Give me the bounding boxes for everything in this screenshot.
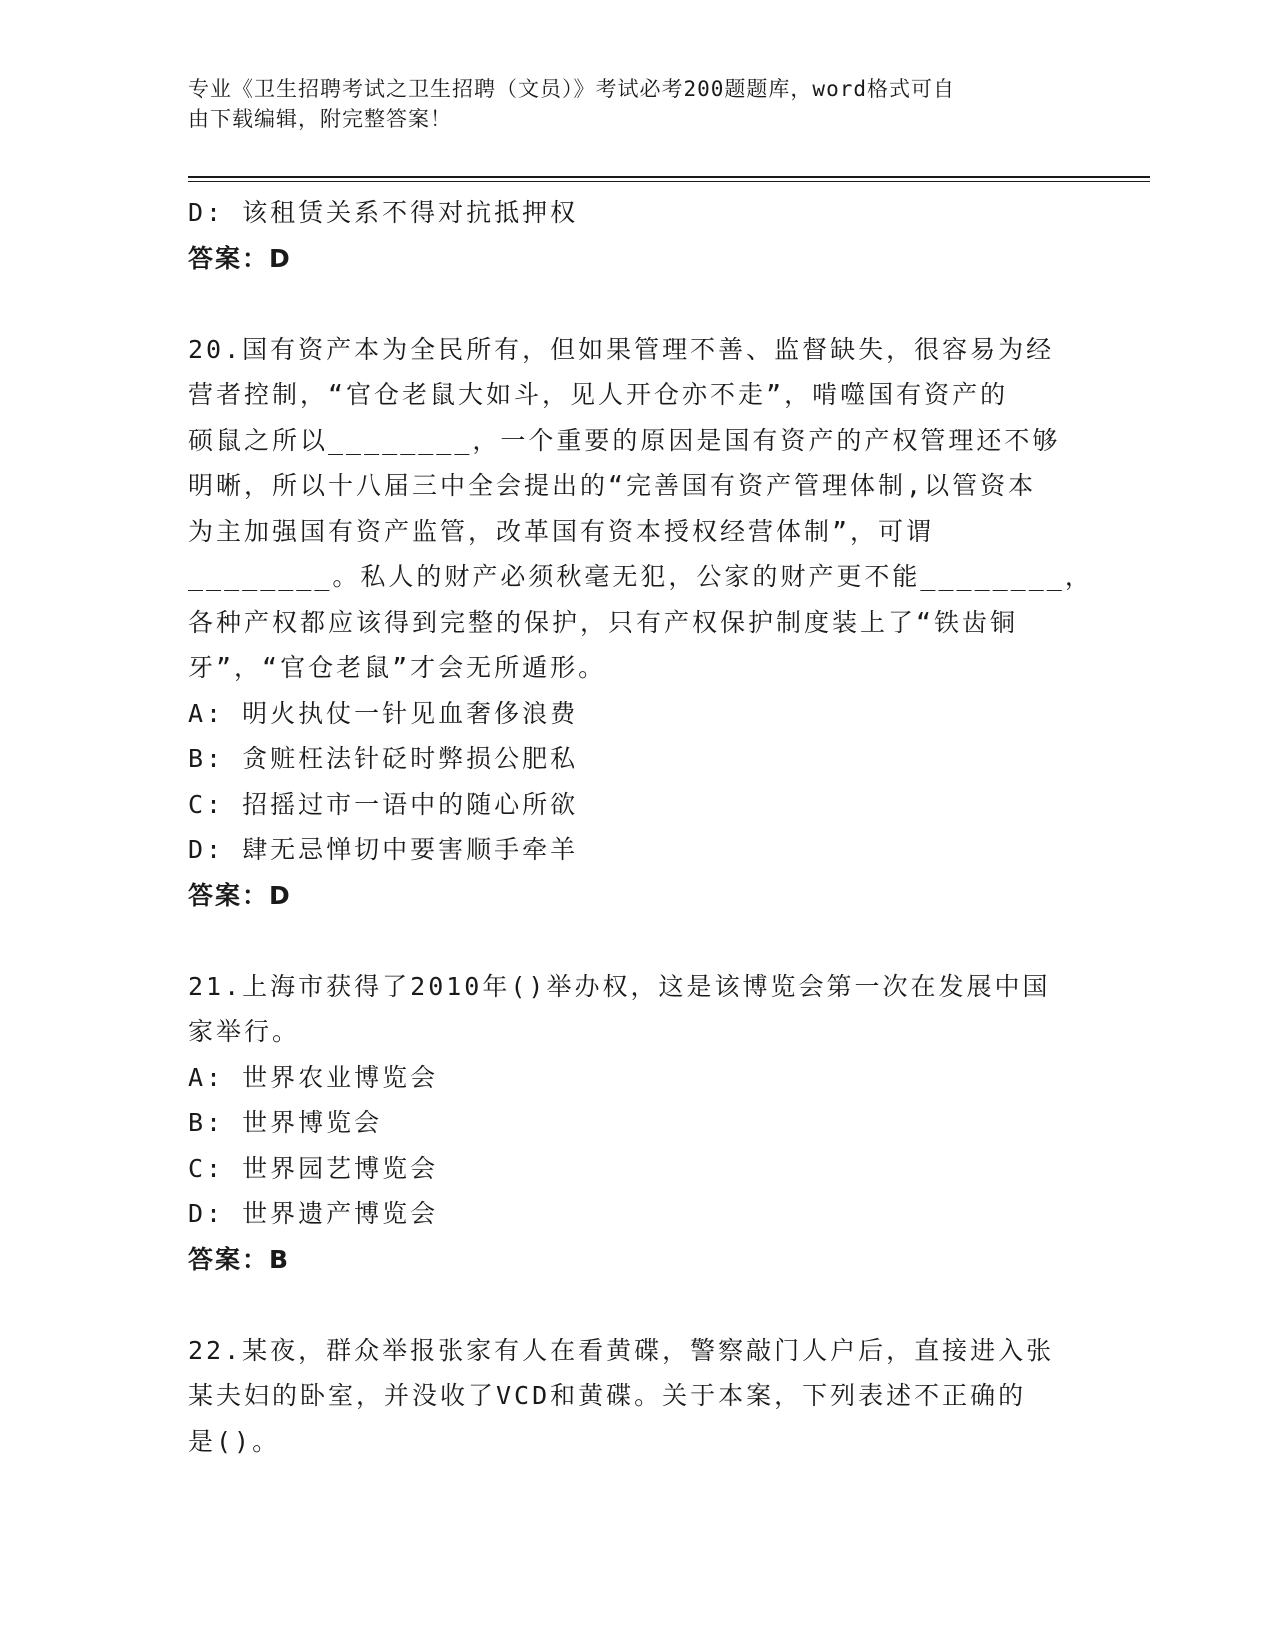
question-text-line: 是()。 bbox=[188, 1426, 281, 1456]
question-text-line: 21.上海市获得了2010年()举办权，这是该博览会第一次在发展中国 bbox=[188, 971, 1051, 1001]
question-21 bbox=[188, 964, 1088, 1283]
question-text-line: 牙”，“官仓老鼠”才会无所遁形。 bbox=[188, 653, 607, 682]
document-body bbox=[188, 190, 1093, 1464]
spacer bbox=[188, 918, 1088, 964]
question-text-line: 某夫妇的卧室，并没收了VCD和黄碟。关于本案，下列表述不正确的 bbox=[188, 1381, 1027, 1410]
document-header bbox=[188, 74, 1068, 134]
answer-label: 答案：D bbox=[188, 880, 292, 910]
header-divider-thin bbox=[188, 181, 1150, 182]
question-option: A: 世界农业博览会 bbox=[188, 1062, 439, 1092]
question-text-line: 明晰，所以十八届三中全会提出的“完善国有资产管理体制,以管资本 bbox=[188, 471, 1037, 500]
question-text-line: 为主加强国有资产监管，改革国有资本授权经营体制”，可谓 bbox=[188, 516, 935, 546]
question-option: C: 世界园艺博览会 bbox=[188, 1153, 439, 1183]
question-text-line: 22.某夜，群众举报张家有人在看黄碟，警察敲门人户后，直接进入张 bbox=[188, 1335, 1055, 1365]
question-22 bbox=[188, 1328, 1088, 1465]
header-divider bbox=[188, 176, 1150, 178]
question-text-line: 20.国有资产本为全民所有，但如果管理不善、监督缺失，很容易为经 bbox=[188, 334, 1055, 364]
spacer bbox=[188, 1282, 1088, 1328]
header-line: 由下载编辑，附完整答案！ bbox=[188, 107, 452, 131]
question-option: D: 肆无忌惮切中要害顺手牵羊 bbox=[188, 835, 579, 864]
answer-label: 答案：B bbox=[188, 1244, 291, 1274]
question-option: C: 招摇过市一语中的随心所欲 bbox=[188, 789, 579, 819]
question-text-line: 各种产权都应该得到完整的保护，只有产权保护制度装上了“铁齿铜 bbox=[188, 607, 1019, 637]
question-text-line: 营者控制，“官仓老鼠大如斗，见人开仓亦不走”，啃噬国有资产的 bbox=[188, 380, 1009, 409]
answer-label: 答案：D bbox=[188, 243, 292, 273]
question-option: A: 明火执仗一针见血奢侈浪费 bbox=[188, 698, 579, 728]
question-option: D: 世界遗产博览会 bbox=[188, 1199, 439, 1228]
question-option: D: 该租赁关系不得对抗抵押权 bbox=[188, 198, 579, 227]
question-text-line: 硕鼠之所以________，一个重要的原因是国有资产的产权管理还不够 bbox=[188, 425, 1061, 455]
spacer bbox=[188, 281, 1088, 327]
question-text-line: ________。私人的财产必须秋毫无犯，公家的财产更不能________， bbox=[188, 562, 1093, 591]
question-20 bbox=[188, 327, 1093, 919]
question-option: B: 贪赃枉法针砭时弊损公肥私 bbox=[188, 744, 579, 773]
header-line: 专业《卫生招聘考试之卫生招聘（文员）》考试必考200题题库，word格式可自 bbox=[188, 77, 955, 101]
question-text-line: 家举行。 bbox=[188, 1017, 301, 1046]
question-option: B: 世界博览会 bbox=[188, 1108, 383, 1137]
